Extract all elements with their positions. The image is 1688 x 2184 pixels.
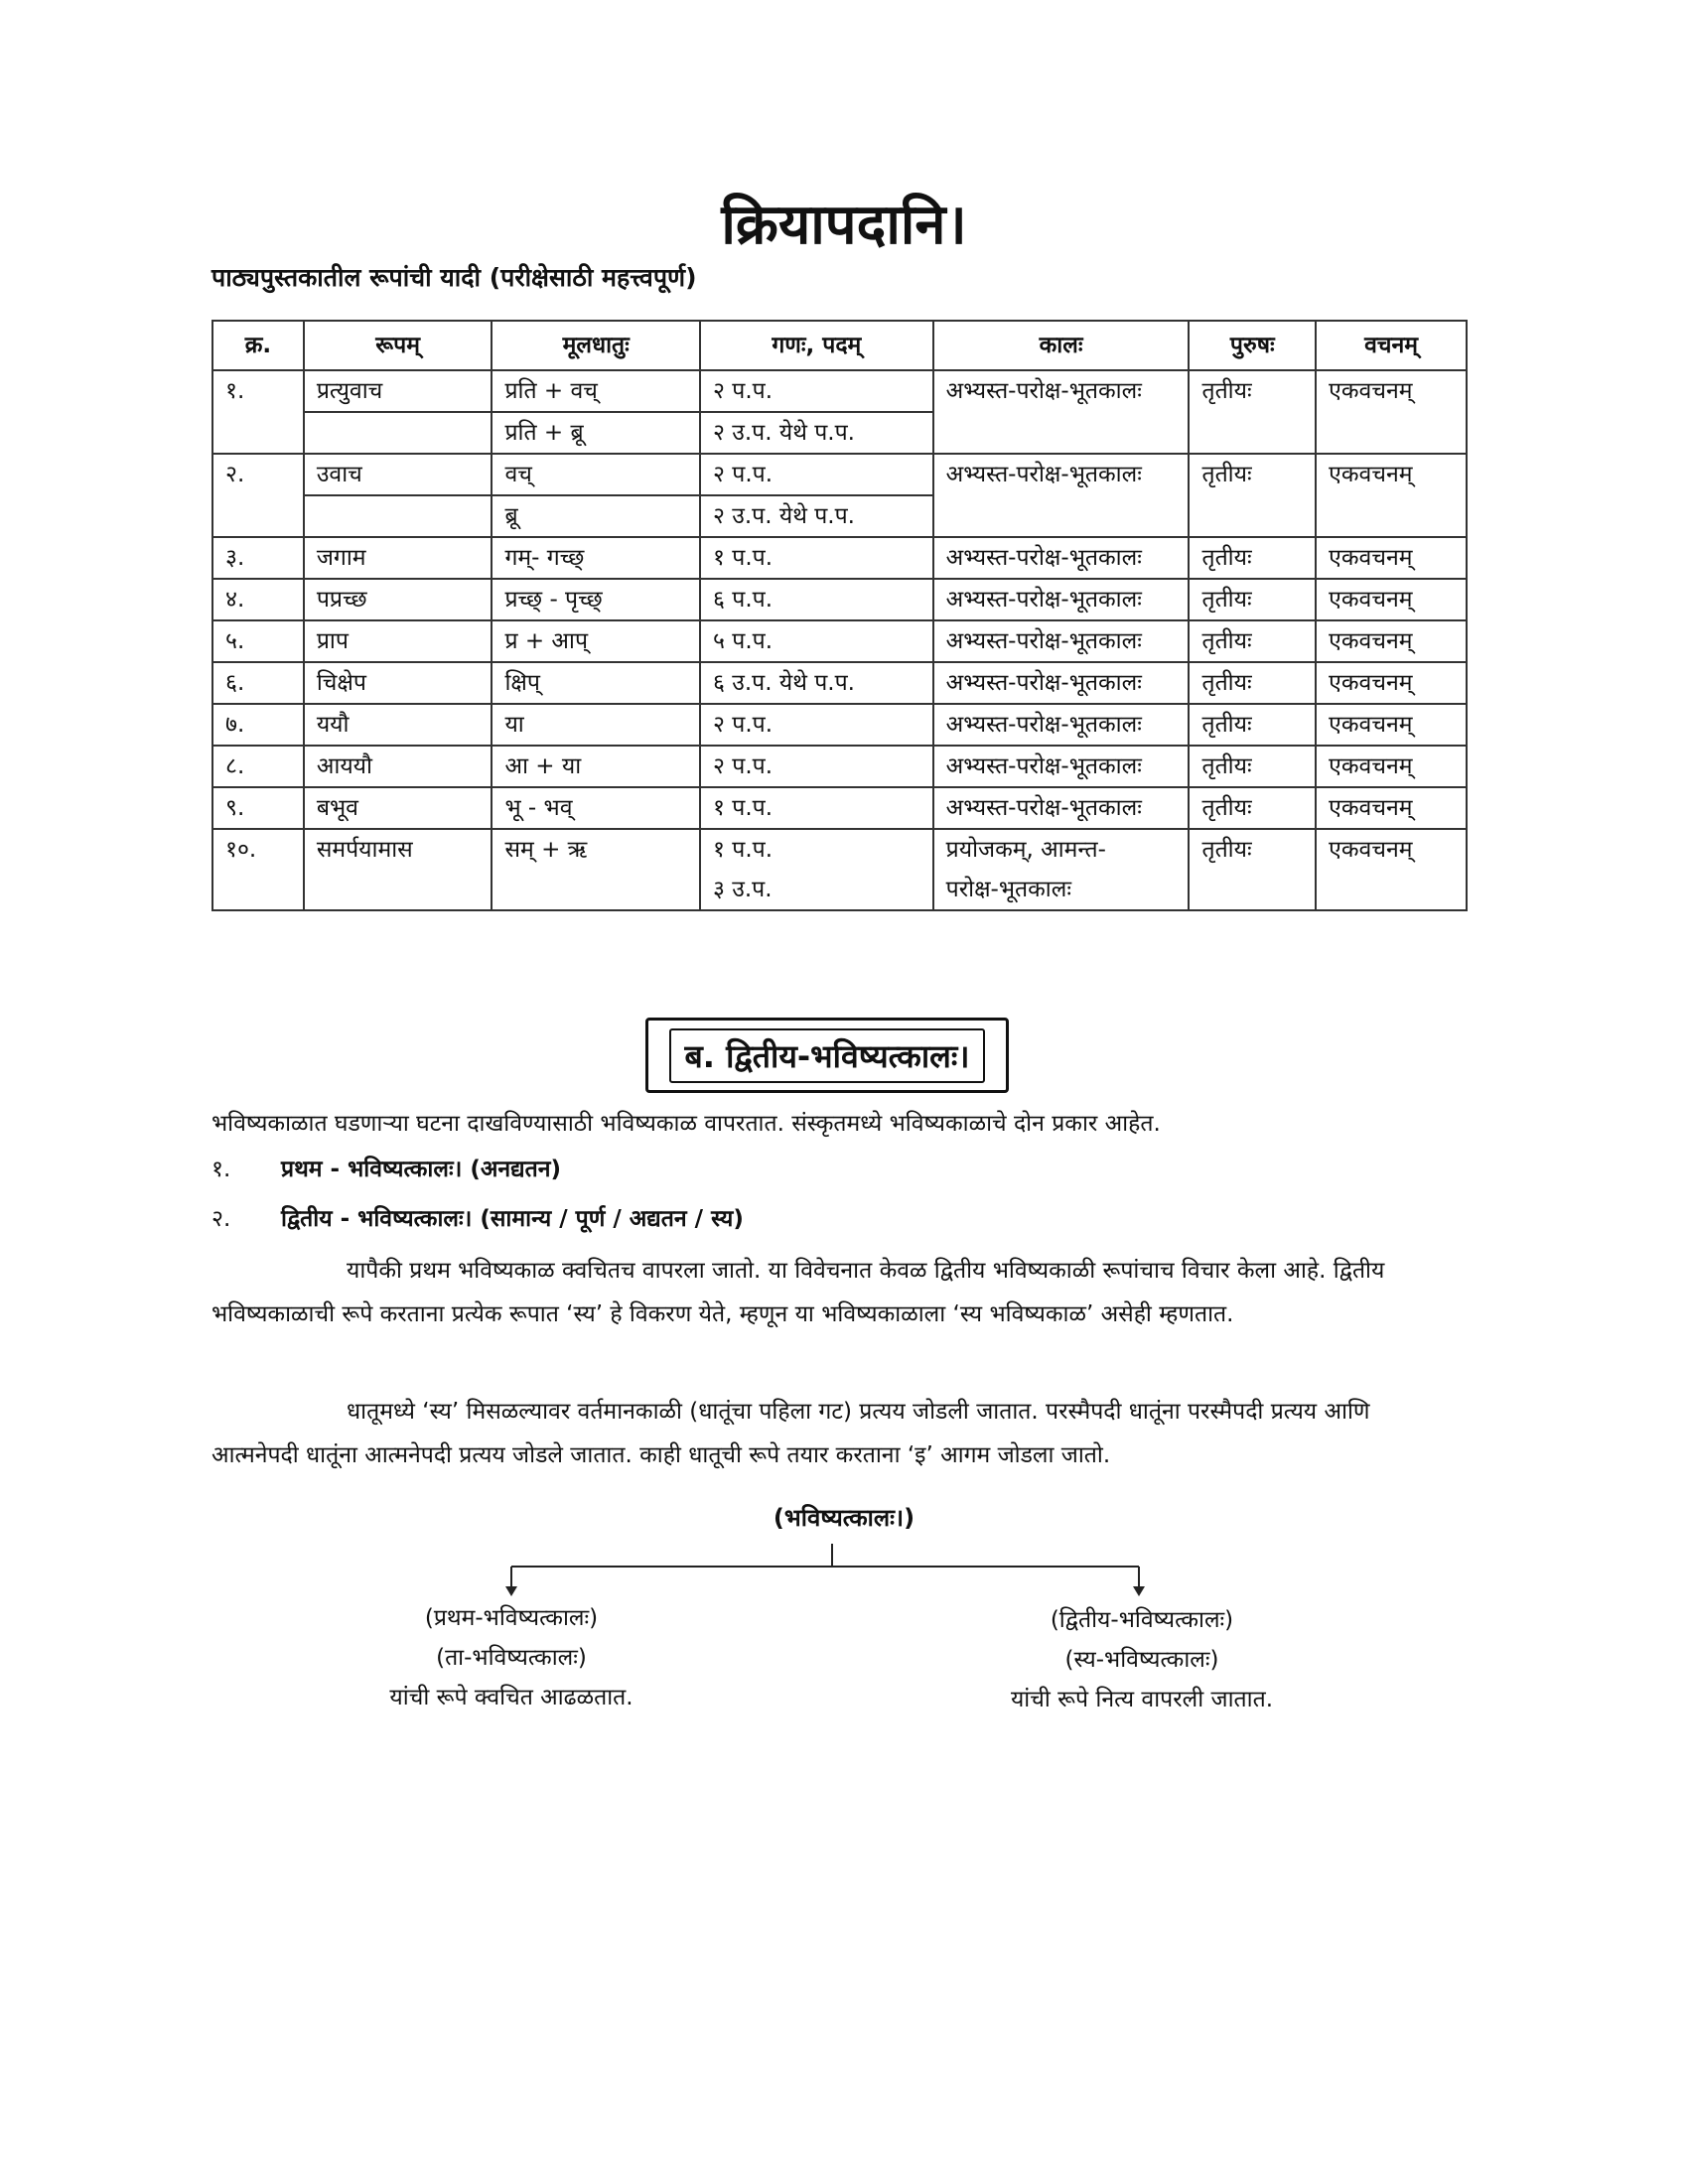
cell-gana: २ उ.प. येथे प.प. xyxy=(700,495,933,537)
cell-form: ययौ xyxy=(304,704,492,746)
cell-gana: ६ उ.प. येथे प.प. xyxy=(700,662,933,704)
cell-person: तृतीयः xyxy=(1189,746,1316,787)
cell-form: जगाम xyxy=(304,537,492,579)
cell-root: प्र + आप् xyxy=(492,620,700,662)
tense-line-1: प्रयोजकम्, आमन्त- xyxy=(945,837,1106,863)
cell-root: प्रति + ब्रू xyxy=(492,412,700,454)
cell-root: ब्रू xyxy=(492,495,700,537)
cell-number: एकवचनम् xyxy=(1316,787,1467,829)
cell-root: या xyxy=(492,704,700,746)
cell-number: एकवचनम् xyxy=(1316,620,1467,662)
section-heading: ब. द्वितीय-भविष्यत्कालः। xyxy=(669,1028,986,1083)
cell-gana: ६ प.प. xyxy=(700,579,933,620)
cell-no: ५. xyxy=(212,620,304,662)
page-title: क्रियापदानि। xyxy=(721,193,967,257)
body-paragraph-1: यापैकी प्रथम भविष्यकाळ क्वचितच वापरला जातो. या विवेचनात केवळ द्वितीय भविष्यकाळी रूपांचाच विचार केला आहे. द्वितीय भविष्यकाळाची रूपे करताना प्रत्येक रूपात ‘स्य’ हे विकरण येते, म्हणून या भविष्यकाळाला ‘स्य भविष्यकाळ’ असेही म्हणतात. xyxy=(211,1258,1385,1327)
left-branch-line-2: (ता-भविष्यत्कालः) xyxy=(436,1645,587,1671)
cell-gana: २ प.प. xyxy=(700,370,933,412)
header-no: क्र. xyxy=(212,321,304,370)
cell-gana: १ प.प. xyxy=(700,787,933,829)
cell-gana: ५ प.प. xyxy=(700,620,933,662)
cell-root: गम्- गच्छ् xyxy=(492,537,700,579)
list-text: प्रथम - भविष्यत्कालः। (अनद्यतन) xyxy=(281,1157,562,1182)
cell-tense: अभ्यस्त-परोक्ष-भूतकालः xyxy=(933,746,1190,787)
cell-tense: अभ्यस्त-परोक्ष-भूतकालः xyxy=(933,370,1190,454)
cell-person: तृतीयः xyxy=(1189,662,1316,704)
cell-number: एकवचनम् xyxy=(1316,662,1467,704)
cell-number: एकवचनम् xyxy=(1316,537,1467,579)
cell-form: बभूव xyxy=(304,787,492,829)
cell-tense: अभ्यस्त-परोक्ष-भूतकालः xyxy=(933,662,1190,704)
right-branch-line-3: यांची रूपे नित्य वापरली जातात. xyxy=(1010,1687,1274,1712)
cell-gana: २ प.प. xyxy=(700,746,933,787)
cell-root: आ + या xyxy=(492,746,700,787)
cell-person: तृतीयः xyxy=(1189,620,1316,662)
table-caption: पाठ्यपुस्तकातील रूपांची यादी (परीक्षेसाठी महत्त्वपूर्ण) xyxy=(211,263,697,292)
right-branch-line-1: (द्वितीय-भविष्यत्कालः) xyxy=(1050,1607,1234,1633)
cell-person: तृतीयः xyxy=(1189,454,1316,537)
cell-root: प्रति + वच् xyxy=(492,370,700,412)
cell-number: एकवचनम् xyxy=(1316,829,1467,910)
intro-paragraph: भविष्यकाळात घडणाऱ्या घटना दाखविण्यासाठी भविष्यकाळ वापरतात. संस्कृतमध्ये भविष्यकाळाचे दोन प्रकार आहेत. xyxy=(211,1111,1161,1137)
cell-gana: १ प.प. xyxy=(700,537,933,579)
cell-form: आययौ xyxy=(304,746,492,787)
cell-number: एकवचनम् xyxy=(1316,370,1467,454)
cell-person: तृतीयः xyxy=(1189,787,1316,829)
cell-tense: अभ्यस्त-परोक्ष-भूतकालः xyxy=(933,454,1190,537)
cell-tense: अभ्यस्त-परोक्ष-भूतकालः xyxy=(933,579,1190,620)
left-branch-line-1: (प्रथम-भविष्यत्कालः) xyxy=(424,1605,599,1631)
cell-tense: अभ्यस्त-परोक्ष-भूतकालः xyxy=(933,537,1190,579)
cell-tense: अभ्यस्त-परोक्ष-भूतकालः xyxy=(933,787,1190,829)
cell-person: तृतीयः xyxy=(1189,829,1316,910)
cell-person: तृतीयः xyxy=(1189,704,1316,746)
list-text: द्वितीय - भविष्यत्कालः। (सामान्य / पूर्ण / अद्यतन / स्य) xyxy=(281,1206,744,1232)
body-paragraph-2: धातूमध्ये ‘स्य’ मिसळल्यावर वर्तमानकाळी (धातूंचा पहिला गट) प्रत्यय जोडली जातात. परस्मैपदी धातूंना परस्मैपदी प्रत्यय आणि आत्मनेपदी धातूंना आत्मनेपदी प्रत्यय जोडले जातात. काही धातूची रूपे तयार करताना ‘इ’ आगम जोडला जातो. xyxy=(211,1399,1370,1468)
cell-form: पप्रच्छ xyxy=(304,579,492,620)
header-person: पुरुषः xyxy=(1189,321,1316,370)
left-branch-line-3: यांची रूपे क्वचित आढळतात. xyxy=(389,1685,633,1710)
cell-no: ७. xyxy=(212,704,304,746)
list-number: १. xyxy=(211,1157,231,1182)
cell-root: क्षिप् xyxy=(492,662,700,704)
cell-no: ४. xyxy=(212,579,304,620)
cell-no: ९. xyxy=(212,787,304,829)
cell-root: भू - भव् xyxy=(492,787,700,829)
diagram-root-label: (भविष्यत्कालः।) xyxy=(773,1504,915,1532)
cell-form: उवाच xyxy=(304,454,492,495)
cell-root: वच् xyxy=(492,454,700,495)
cell-no: ६. xyxy=(212,662,304,704)
header-gana: गणः, पदम् xyxy=(700,321,933,370)
left-branch xyxy=(338,1598,685,1717)
header-form: रूपम् xyxy=(304,321,492,370)
cell-form: प्राप xyxy=(304,620,492,662)
tense-line-2: परोक्ष-भूतकालः xyxy=(945,877,1071,902)
list-number: २. xyxy=(211,1206,231,1232)
header-root: मूलधातुः xyxy=(492,321,700,370)
cell-gana: २ प.प. xyxy=(700,454,933,495)
cell-gana: २ प.प. xyxy=(700,704,933,746)
cell-tense: अभ्यस्त-परोक्ष-भूतकालः xyxy=(933,620,1190,662)
gana-line-1: १ प.प. xyxy=(713,837,774,863)
cell-root: सम् + ऋ xyxy=(492,829,700,910)
cell-person: तृतीयः xyxy=(1189,537,1316,579)
cell-number: एकवचनम् xyxy=(1316,579,1467,620)
cell-person: तृतीयः xyxy=(1189,370,1316,454)
cell-form: समर्पयामास xyxy=(304,829,492,910)
cell-number: एकवचनम् xyxy=(1316,454,1467,537)
cell-form: चिक्षेप xyxy=(304,662,492,704)
cell-no: २. xyxy=(212,454,304,495)
cell-no: १०. xyxy=(212,829,304,910)
cell-form: प्रत्युवाच xyxy=(304,370,492,412)
header-number: वचनम् xyxy=(1316,321,1467,370)
cell-tense: अभ्यस्त-परोक्ष-भूतकालः xyxy=(933,704,1190,746)
cell-no: ३. xyxy=(212,537,304,579)
cell-number: एकवचनम् xyxy=(1316,746,1467,787)
cell-number: एकवचनम् xyxy=(1316,704,1467,746)
cell-root: प्रच्छ् - पृच्छ् xyxy=(492,579,700,620)
cell-gana: २ उ.प. येथे प.प. xyxy=(700,412,933,454)
cell-no: ८. xyxy=(212,746,304,787)
header-tense: कालः xyxy=(933,321,1190,370)
right-branch xyxy=(953,1600,1331,1719)
cell-no: १. xyxy=(212,370,304,412)
cell-person: तृतीयः xyxy=(1189,579,1316,620)
gana-line-2: ३ उ.प. xyxy=(713,877,773,902)
right-branch-line-2: (स्य-भविष्यत्कालः) xyxy=(1064,1647,1219,1673)
